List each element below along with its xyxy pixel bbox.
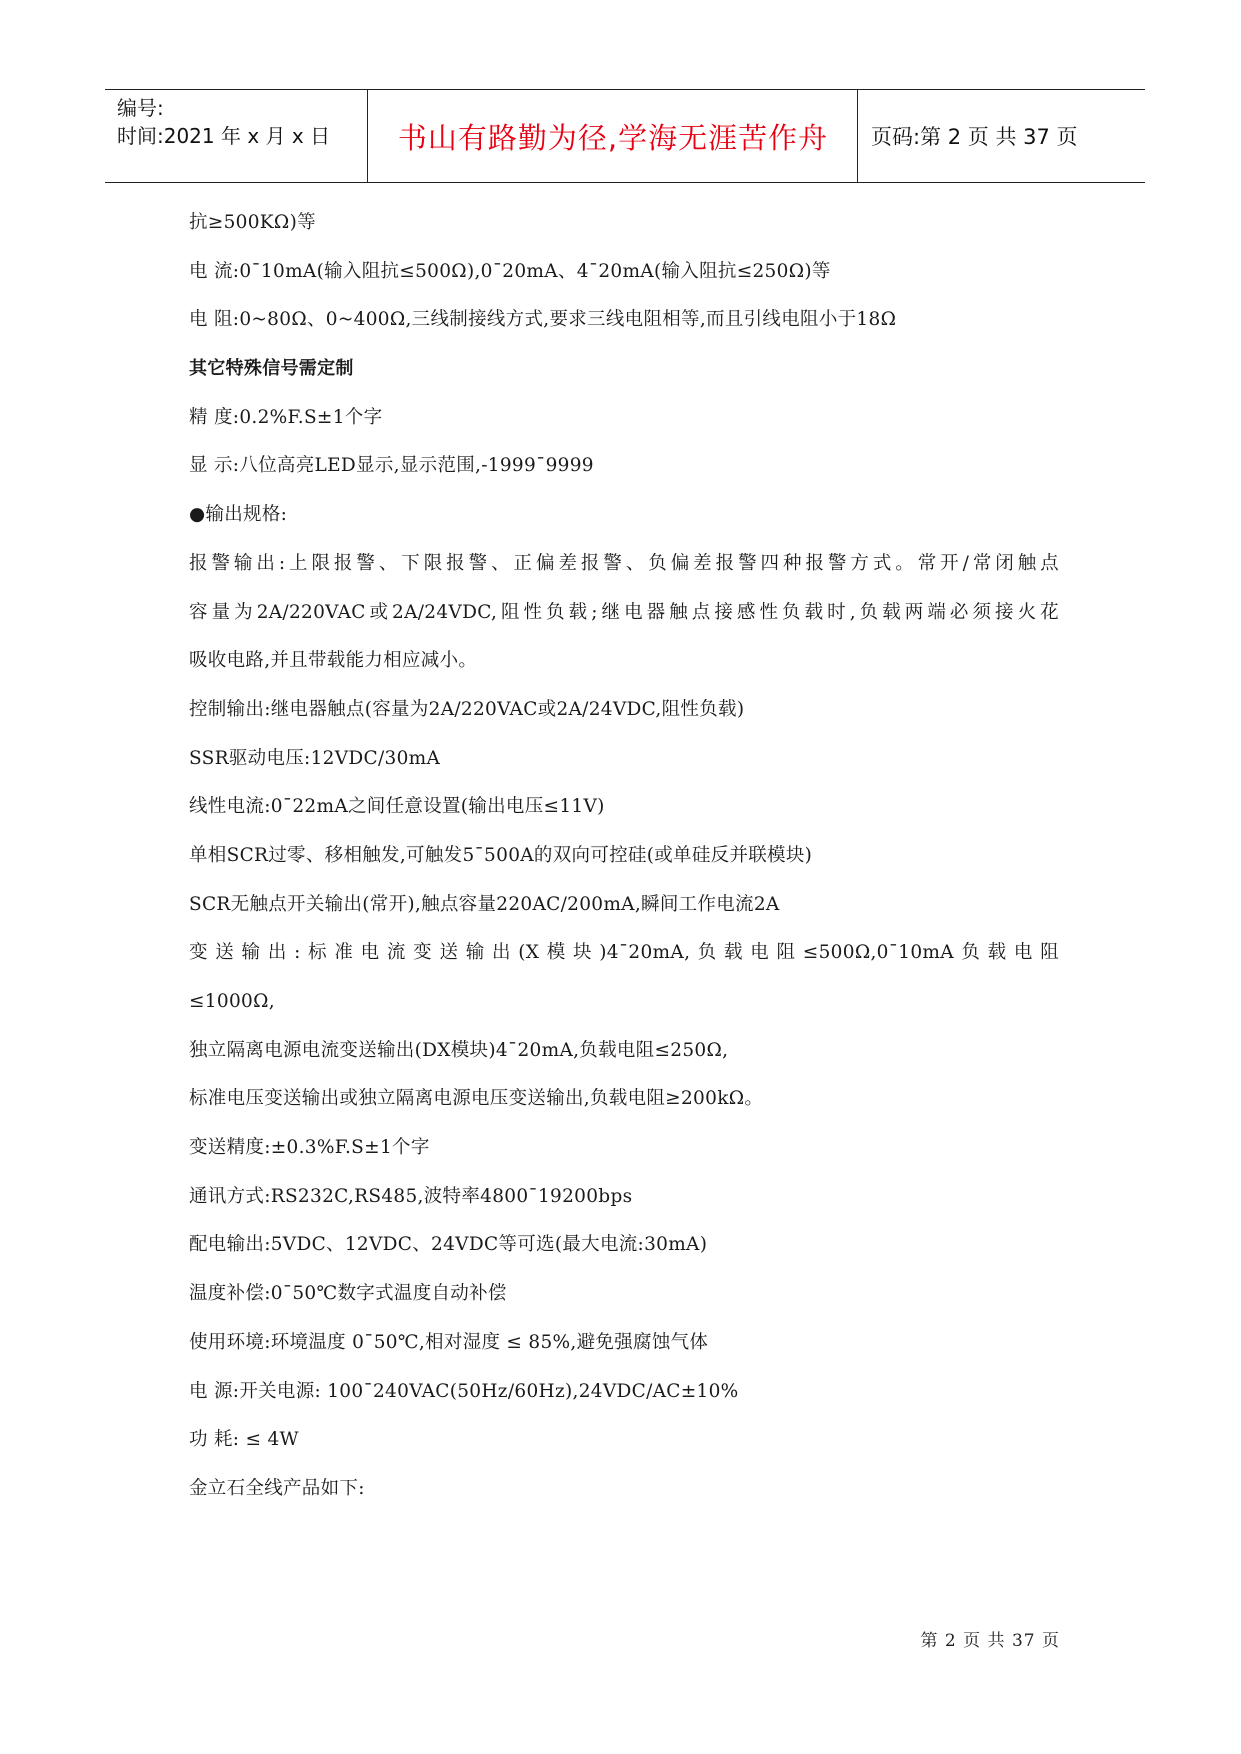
body-line: SCR无触点开关输出(常开),触点容量220AC/200mA,瞬间工作电流2A [189, 893, 780, 915]
body-line: 线性电流:0¯22mA之间任意设置(输出电压≤11V) [189, 796, 605, 818]
page-footer: 第 2 页 共 37 页 [920, 1631, 1060, 1651]
body-line: 电 源:开关电源: 100¯240VAC(50Hz/60Hz),24VDC/AC±10% [189, 1380, 739, 1402]
body-line: ≤1000Ω, [189, 991, 275, 1012]
body-line: SSR驱动电压:12VDC/30mA [189, 747, 441, 769]
body-line: 独立隔离电源电流变送输出(DX模块)4¯20mA,负载电阻≤250Ω, [189, 1039, 729, 1061]
body-line: 配电输出:5VDC、12VDC、24VDC等可选(最大电流:30mA) [189, 1234, 708, 1256]
body-line: 使用环境:环境温度 0¯50℃,相对湿度 ≤ 85%,避免强腐蚀气体 [189, 1331, 709, 1353]
body-line: 吸收电路,并且带载能力相应减小。 [189, 650, 478, 672]
body-line: 标准电压变送输出或独立隔离电源电压变送输出,负载电阻≥200kΩ。 [189, 1088, 764, 1110]
header-motto: 书山有路勤为径,学海无涯苦作舟 [397, 120, 829, 155]
header-divider [367, 90, 368, 182]
body-line: 报警输出:上限报警、下限报警、正偏差报警、负偏差报警四种报警方式。常开/常闭触点 [189, 552, 1059, 574]
body-line: 精 度:0.2%F.S±1个字 [189, 406, 383, 428]
header-divider [857, 90, 858, 182]
body-line: 变送输出:标准电流变送输出(X模块)4¯20mA,负载电阻≤500Ω,0¯10mA负载电阻 [189, 942, 1059, 964]
body-line: 通讯方式:RS232C,RS485,波特率4800¯19200bps [189, 1185, 633, 1207]
section-heading: 其它特殊信号需定制 [189, 358, 354, 380]
body-line: 显 示:八位高亮LED显示,显示范围,-1999¯9999 [189, 455, 594, 477]
body-line: ●输出规格: [189, 504, 288, 526]
document-number-label: 编号: [117, 96, 164, 120]
header-meta [117, 94, 367, 150]
body-line: 金立石全线产品如下: [189, 1477, 365, 1499]
body-line: 电 流:0¯10mA(输入阻抗≤500Ω),0¯20mA、4¯20mA(输入阻抗≤250Ω)等 [189, 260, 831, 282]
body-line: 变送精度:±0.3%F.S±1个字 [189, 1137, 430, 1159]
header-page-number: 页码:第 2 页 共 37 页 [871, 125, 1078, 149]
body-line: 温度补偿:0¯50℃数字式温度自动补偿 [189, 1283, 507, 1305]
body-line: 抗≥500KΩ)等 [189, 212, 316, 233]
document-time-label: 时间:2021 年 x 月 x 日 [117, 124, 331, 148]
document-body [189, 211, 1059, 1526]
body-line: 电 阻:0~80Ω、0~400Ω,三线制接线方式,要求三线电阻相等,而且引线电阻小于18Ω [189, 309, 897, 331]
body-line: 单相SCR过零、移相触发,可触发5¯500A的双向可控硅(或单硅反并联模块) [189, 844, 813, 866]
body-line: 功 耗: ≤ 4W [189, 1429, 299, 1451]
body-line: 容量为2A/220VAC或2A/24VDC,阻性负载;继电器触点接感性负载时,负载两端必须接火花 [189, 601, 1059, 623]
page-header [105, 89, 1145, 183]
body-line: 控制输出:继电器触点(容量为2A/220VAC或2A/24VDC,阻性负载) [189, 698, 745, 720]
